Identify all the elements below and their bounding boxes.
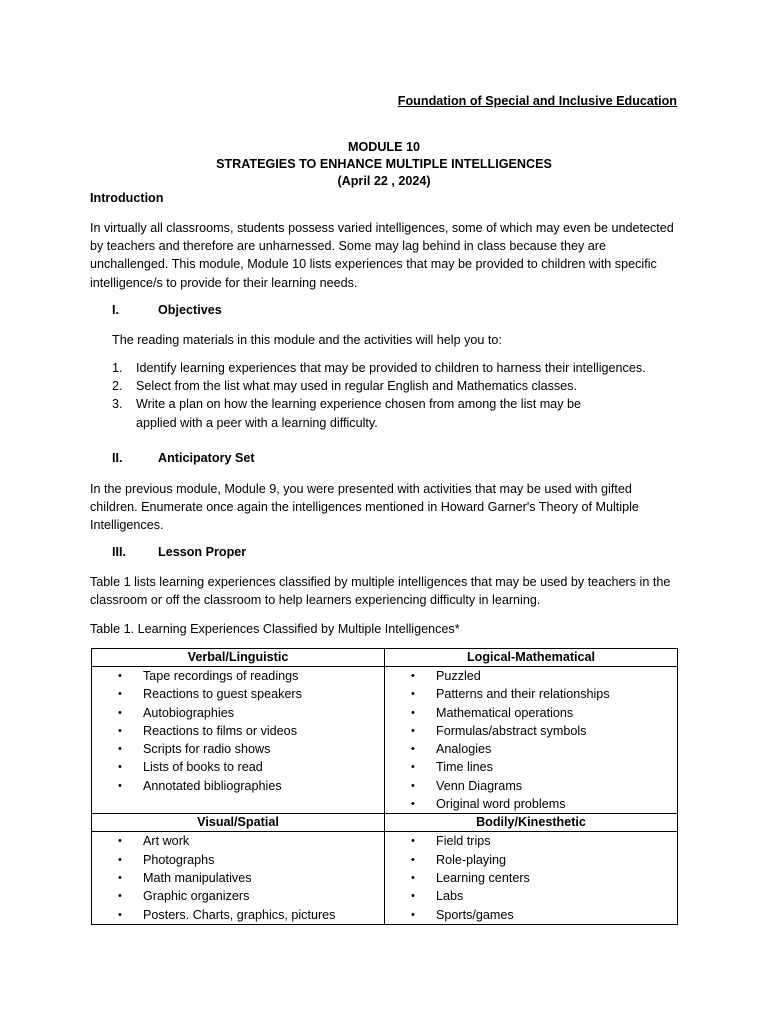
bullet-icon: • <box>118 779 122 792</box>
list-item <box>385 758 677 776</box>
table-cell <box>385 832 678 924</box>
list-item-text: Art work <box>143 834 190 849</box>
list-item <box>385 777 677 795</box>
bullet-icon: • <box>411 871 415 884</box>
section-objectives-heading <box>112 303 222 317</box>
list-item-text: Posters. Charts, graphics, pictures <box>143 907 336 922</box>
list-item-text: Patterns and their relationships <box>436 687 610 702</box>
introduction-paragraph: In virtually all classrooms, students possess varied intelligences, some of which may even be undetected by teachers and therefore are unharnessed. Some may lag behind in class because they are unchallenged. This module, Module 10 lists experiences that may be provided to children with specific intelligence/s to provide for their learning needs. <box>90 221 674 290</box>
list-item-text: Venn Diagrams <box>436 778 523 793</box>
list-item-text: Mathematical operations <box>436 705 574 720</box>
list-item <box>92 704 384 722</box>
list-item <box>385 906 677 924</box>
list-item-text: Lists of books to read <box>143 760 263 775</box>
list-item-text: Tape recordings of readings <box>143 669 299 683</box>
introduction-heading: Introduction <box>90 191 164 205</box>
bullet-icon: • <box>411 779 415 792</box>
section-anticipatory-heading <box>112 451 255 465</box>
bullet-list <box>385 832 677 923</box>
list-item-text: Puzzled <box>436 669 481 683</box>
list-item-text: Learning centers <box>436 870 530 885</box>
list-item <box>385 685 677 703</box>
bullet-icon: • <box>411 853 415 866</box>
section-number: III. <box>112 545 126 559</box>
list-item <box>385 704 677 722</box>
list-item <box>385 832 677 850</box>
bullet-icon: • <box>118 743 122 756</box>
anticipatory-paragraph: In the previous module, Module 9, you were presented with activities that may be used with gifted children. Enumerate once again the intelligences mentioned in Howard Garner's Theory of Multiple Intelligences. <box>90 482 639 533</box>
bullet-icon: • <box>411 688 415 701</box>
table-header-cell: Bodily/Kinesthetic <box>385 814 678 832</box>
bullet-icon: • <box>411 743 415 756</box>
table-header-cell: Logical-Mathematical <box>385 649 678 667</box>
list-item <box>92 832 384 850</box>
list-item: 1. Identify learning experiences that may be provided to children to harness their intelligences. <box>112 361 646 375</box>
list-item-text: Math manipulatives <box>143 870 252 885</box>
list-item-text: Original word problems <box>436 797 566 812</box>
list-item <box>92 740 384 758</box>
list-item <box>385 851 677 869</box>
list-item <box>92 887 384 905</box>
list-item <box>385 887 677 905</box>
lesson-paragraph: Table 1 lists learning experiences classified by multiple intelligences that may be used by teachers in the classroom or off the classroom to help learners experiencing difficulty in learning. <box>90 575 671 608</box>
list-item <box>92 777 384 795</box>
section-title: Anticipatory Set <box>158 451 255 465</box>
list-item <box>92 869 384 887</box>
list-item-text: Sports/games <box>436 907 514 922</box>
bullet-icon: • <box>411 670 415 682</box>
bullet-icon: • <box>118 853 122 866</box>
table-cell <box>385 667 678 814</box>
table-header-row <box>92 814 678 832</box>
list-item <box>385 740 677 758</box>
list-item <box>92 758 384 776</box>
list-item <box>92 906 384 924</box>
table-header-row <box>92 649 678 667</box>
section-number: II. <box>112 451 123 465</box>
list-item-text: Reactions to guest speakers <box>143 687 302 702</box>
bullet-icon: • <box>411 798 415 811</box>
list-item <box>92 851 384 869</box>
list-item <box>92 722 384 740</box>
objectives-lead: The reading materials in this module and the activities will help you to: <box>112 333 502 347</box>
list-item-text: Formulas/abstract symbols <box>436 723 587 738</box>
list-item-text: Role-playing <box>436 852 507 867</box>
section-number: I. <box>112 303 119 317</box>
list-item-text: Reactions to films or videos <box>143 723 297 738</box>
bullet-icon: • <box>118 724 122 737</box>
list-item-text: Analogies <box>436 742 492 757</box>
module-title: STRATEGIES TO ENHANCE MULTIPLE INTELLIGENCES <box>216 157 552 171</box>
bullet-icon: • <box>118 761 122 774</box>
list-item: 3. Write a plan on how the learning experience chosen from among the list may be applied with a peer with a learning difficulty. <box>112 397 581 430</box>
section-lesson-heading <box>112 545 246 559</box>
table-row <box>92 832 678 924</box>
list-item-text: Autobiographies <box>143 705 235 720</box>
bullet-icon: • <box>411 724 415 737</box>
list-item-text: Annotated bibliographies <box>143 778 282 793</box>
list-item <box>385 795 677 813</box>
course-title: Foundation of Special and Inclusive Education <box>397 94 677 108</box>
list-item <box>385 722 677 740</box>
intelligences-table <box>91 648 678 925</box>
bullet-icon: • <box>118 908 122 921</box>
list-item-text: Scripts for radio shows <box>143 742 271 757</box>
table-header-cell: Visual/Spatial <box>92 814 385 832</box>
table-caption: Table 1. Learning Experiences Classified by Multiple Intelligences* <box>90 622 460 636</box>
table-row <box>92 667 678 814</box>
section-title: Objectives <box>158 303 222 317</box>
bullet-icon: • <box>118 835 122 848</box>
bullet-icon: • <box>118 688 122 701</box>
bullet-icon: • <box>411 890 415 903</box>
table-header-cell: Verbal/Linguistic <box>92 649 385 667</box>
bullet-icon: • <box>118 890 122 903</box>
bullet-list <box>385 667 677 813</box>
bullet-icon: • <box>411 835 415 848</box>
list-item <box>385 869 677 887</box>
bullet-icon: • <box>411 706 415 719</box>
bullet-list <box>92 832 384 923</box>
list-item-text: Photographs <box>143 852 215 867</box>
bullet-icon: • <box>118 670 122 682</box>
list-item-text: Graphic organizers <box>143 889 250 904</box>
bullet-icon: • <box>411 761 415 774</box>
module-heading <box>0 139 768 190</box>
section-title: Lesson Proper <box>158 545 247 559</box>
list-item: 2. Select from the list what may used in regular English and Mathematics classes. <box>112 379 577 394</box>
table-cell <box>92 832 385 924</box>
list-item-text: Time lines <box>436 760 493 775</box>
list-item <box>92 667 384 685</box>
list-item <box>385 667 677 685</box>
bullet-icon: • <box>118 871 122 884</box>
objectives-list <box>112 359 672 432</box>
table-cell <box>92 667 385 814</box>
bullet-list <box>92 667 384 795</box>
bullet-icon: • <box>411 908 415 921</box>
bullet-icon: • <box>118 706 122 719</box>
module-number: MODULE 10 <box>347 140 421 154</box>
list-item-text: Field trips <box>436 834 491 849</box>
module-date: (April 22 , 2024) <box>337 174 431 188</box>
list-item <box>92 685 384 703</box>
list-item-text: Labs <box>436 889 464 904</box>
